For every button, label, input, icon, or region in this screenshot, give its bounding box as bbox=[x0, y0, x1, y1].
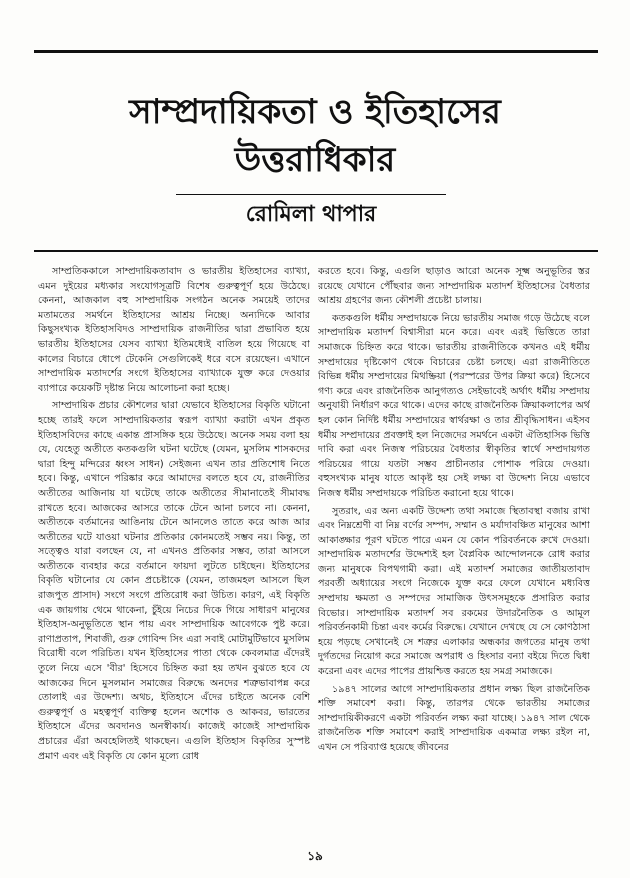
right-paragraph: কতকগুলি ধর্মীয় সম্প্রদায়কে নিয়ে ভারতীয় সমাজ গড়ে উঠেছে বলে সাম্প্রদায়িক মতাদর্শ বিশ্বাসীরা মনে করে। এবং এরই ভিত্তিতে তারা সমাজকে চিহ্নিত করে থাকে। ভারতীয় রাজনীতিকে কখনও এই ধর্মীয় সম্প্রদায়ের দৃষ্টিকোণ থেকে বিচারের চেষ্টা চলছে। এরা রাজনীতিতে বিভিন্ন ধর্মীয় সম্প্রদায়ের মিথষ্ক্রিয়া (পরস্পরের উপর ক্রিয়া করে) হিসেবে গণ্য করে এবং রাজনৈতিক আনুগত্যও সেইভাবেই অর্থাৎ ধর্মীয় সম্প্রদায় অনুযায়ী নির্ধারণ করে থাকে। এদের কাছে রাজনৈতিক ক্রিয়াকলাপের অর্থ হল কোন নির্দিষ্ট ধর্মীয় সম্প্রদায়ের স্বার্থরক্ষা ও তার শ্রীবৃদ্ধিসাধন। এইসব ধর্মীয় সম্প্রদায়ের প্রবক্তাই হল নিজেদের সমর্থনে একটা ঐতিহাসিক ভিত্তি দাবি করা এবং নিজস্ব পরিচয়ের বৈধতার স্বীকৃতির স্বার্থে সম্প্রদায়গত পরিচয়ের গায়ে যতটা সম্ভব প্রাচীনতার পোশাক পরিয়ে দেওয়া। বহুসংখ্যক মানুষ যাতে আকৃষ্ট হয় সেই লক্ষ্য বা উদ্দেশ্য নিয়ে এভাবে নিজস্ব ধর্মীয় সম্প্রদায়কে পরিচিত করানো হয়ে থাকে। bbox=[318, 312, 590, 499]
article-title-line-2: উত্তরাধিকার bbox=[234, 140, 396, 180]
left-column bbox=[38, 265, 310, 840]
right-paragraph: করতে হবে। কিন্তু, এগুলি ছাড়াও আরো অনেক সূক্ষ্ম অনুভূতির স্তর রয়েছে যেখানে পৌঁছবার জন্য সাম্প্রদায়িক মতাদর্শ ইতিহাসের বৈধতার আশ্রয় গ্রহণের জন্য কৌশলী প্রচেষ্টা চালায়। bbox=[318, 266, 590, 307]
left-paragraph: সাম্প্রতিককালে সাম্প্রদায়িকতাবাদ ও ভারতীয় ইতিহাসের ব্যাখ্যা, এমন দুইয়ের মধ্যকার সংযোগসূত্রটি বিশেষ গুরুত্বপূর্ণ হয়ে উঠেছে। কেননা, আজকাল বহু সাম্প্রদায়িক সংগঠন অনেক সময়েই তাদের মতামতের সমর্থনে ইতিহাসের আশ্রয় নিচ্ছে। অন্যদিকে আবার কিছুসংখ্যক ইতিহাসবিদও সাম্প্রদায়িক রাজনীতির দ্বারা প্রভাবিত হয়ে ভারতীয় ইতিহাসের যেসব ব্যাখ্যা ইতিমধ্যেই বাতিল হয়ে গিয়েছে বা কালের বিচারে ধোপে টেকেনি সেগুলিকেই ধরে বসে রয়েছেন। এখানে সাম্প্রদায়িক মতাদর্শের সংগে ইতিহাসের ব্যাখ্যাকে যুক্ত করে দেওয়ার ব্যাপারে কয়েকটি দৃষ্টান্ত নিয়ে আলোচনা করা হচ্ছে। bbox=[38, 266, 310, 394]
article-title-line-1: সাম্প্রদায়িকতা ও ইতিহাসের bbox=[129, 92, 501, 132]
byline-rule bbox=[176, 194, 446, 195]
right-column bbox=[318, 265, 590, 840]
top-rule bbox=[34, 50, 598, 53]
header-bottom-rule bbox=[34, 250, 598, 252]
author-name: রোমিলা থাপার bbox=[245, 202, 377, 227]
page-number: ১৯ bbox=[307, 849, 323, 863]
right-paragraph: ১৯৪৭ সালের আগে সাম্প্রদায়িকতার প্রধান লক্ষ্য ছিল রাজনৈতিক শক্তি সমাবেশ করা। কিন্তু, তারপর থেকে ভারতীয় সমাজের সাম্প্রদায়িকীকরণে একটা পরিবর্তন লক্ষ্য করা যাচ্ছে। ১৯৪৭ সাল থেকে রাজনৈতিক শক্তি সমাবেশ করাই সাম্প্রদায়িক একমাত্র লক্ষ্য রইল না, এখন সে পরিব্যাপ্ত হয়েছে জীবনের bbox=[318, 683, 590, 753]
left-paragraph: সাম্প্রদায়িক প্রচার কৌশলের দ্বারা যেভাবে ইতিহাসের বিকৃতি ঘটানো হচ্ছে তারই ফলে সাম্প্রদায়িকতার স্বরূপ ব্যাখ্যা করাটা এখন প্রকৃত ইতিহাসবিদের কাছে একান্ত প্রাসঙ্গিক হয়ে উঠেছে। অনেক সময় বলা হয় যে, যেহেতু অতীতে কতকগুলি ঘটনা ঘটেছে (যেমন, মুসলিম শাসকদের দ্বারা হিন্দু মন্দিরের ধ্বংস সাধন) সেইজন্য এখন তার প্রতিশোধ নিতে হবে। কিন্তু, এখানে পরিষ্কার করে আমাদের বলতে হবে যে, রাজনীতির অতীতের আজিনায় যা ঘটেছে তাকে অতীতের সীমানাতেই সীমাবদ্ধ রাখতে হবে। আজকের আসরে তাকে টেনে আনা চলবে না। কেননা, অতীতকে বর্তমানের আঙিনায় টেনে আনলেও তাতে করে আজ আর অতীতের ঘটে যাওয়া ঘটনার প্রতিকার কোনমতেই সম্ভব নয়। কিন্তু, তা সত্ত্বেও যারা বলছেন যে, না এখনও প্রতিকার সম্ভব, তারা আসলে অতীতকে ব্যবহার করে বর্তমানে ফায়দা লুটতে চাইছেন। ইতিহাসের বিকৃতি ঘটানোর যে কোন প্রচেষ্টাকে (যেমন, তাজমহল আসলে ছিল রাজপুত প্রাসাদ) সংগে সংগে প্রতিরোধ করা উচিত। কারণ, এই বিকৃতি এক জায়গায় থেমে থাকেনা, চুঁইয়ে নিচের দিকে গিয়ে সাধারণ মানুষের ইতিহাস-অনুভূতিতে স্থান পায় এবং সাম্প্রদায়িক আবেগকে পুষ্ট করে। রাণাপ্রতাপ, শিবাজী, গুরু গোবিন্দ সিং এরা সবাই মোটামুটিভাবে মুসলিম বিরোধী বলে পরিচিত। যখন ইতিহাসের পাতা থেকে কেবলমাত্র এঁদেরই তুলে নিয়ে এসে 'বীর' হিসেবে চিহ্নিত করা হয় তখন বুঝতে হবে যে আজকের দিনে মুসলমান সমাজের বিরুদ্ধে অনদের শত্রুভাবাপন্ন করে তোলাই এর উদ্দেশ্য। অথচ, ইতিহাসে এঁদের চাইতে অনেক বেশি গুরুত্বপূর্ণ ও মহত্বপূর্ণ ব্যক্তিত্ব হলেন অশোক ও আকবর, ভারতের ইতিহাসে এঁদের অবদানও অনস্বীকার্য। কাজেই কাজেই সাম্প্রদায়িক প্রচারের এঁরা অবহেলিতই থাকছেন। এগুলি ইতিহাস বিকৃতির সুস্পষ্ট প্রমাণ এবং এই বিকৃতি যে কোন মূল্যে রোধ bbox=[38, 400, 310, 762]
right-paragraph: সুতরাং, এর অন্য একটি উদ্দেশ্য তথা সমাজে স্থিতাবস্থা বজায় রাখা এবং নিম্নশ্রেণী বা নিম্ন বর্ণের সম্পদ, সম্মান ও মর্যাদাবঞ্চিত মানুষের আশা আকাঙ্ক্ষার পূরণ ঘটতে পারে এমন যে কোন পরিবর্তনকে রুখে দেওয়া। সাম্প্রদায়িক মতাদর্শের উদ্দেশ্যই হল বৈপ্লবিক আন্দোলনকে রোধ করার জন্য মানুষকে বিপথগামী করা। এই মতাদর্শ সমাজের জাতীয়তাবাদ পরবর্তী অধ্যায়ের সংগে নিজেকে যুক্ত করে ফেলে যেখানে মধ্যবিত্ত সম্প্রদায় ক্ষমতা ও সম্পদের সামাজিক উৎসসমূহকে প্রসারিত করার বিভোর। সাম্প্রদায়িক মতাদর্শ সব রকমের উদারনৈতিক ও আমূল পরিবর্তনকামী চিন্তা এবং কর্মের বিরুদ্ধে। যেখানে দেখছে যে সে কোণঠাসা হয়ে পড়ছে সেখানেই সে শত্রুর এলাকার অন্ধকার জগতের মানুষ তথা দুর্গতদের নিয়োগ করে সমাজে অপরাধ ও হিংসার বন্যা বইয়ে দিতে দ্বিধা করেনা এবং এদের পাপের প্রায়শ্চিত্ত করতে হয় সমগ্র সমাজকে। bbox=[318, 505, 590, 678]
